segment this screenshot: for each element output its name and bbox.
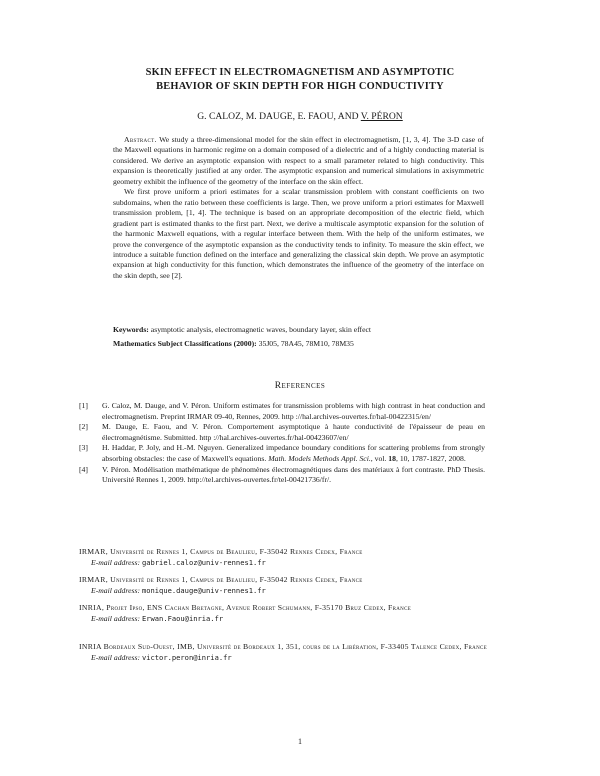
author-address [79,575,519,596]
keywords [113,325,493,335]
address-email-line: E-mail address: monique.dauge@univ-rennes1.fr [91,585,266,595]
email-label: E-mail address [91,652,138,662]
reference-item [79,422,485,443]
abstract-paragraph-2: We first prove uniform a priori estimates for a scalar transmission problem with constant coefficients on two subdomains, when the ratio between these coefficients is large. Then, we prove uniform a priori estimates for Maxwell transmission problem, [1, 4]. The technique is based on an appropriate decomposition of the electric field, which gradient part is estimated thanks to the first part. Next, we derive a multiscale asymptotic expansion for the solution of the harmonic Maxwell equations, with a regular interface between them. With the help of the uniform estimates, we prove the convergence of the asymptotic expansion as the conductivity tends to infinity. To measure the skin effect, we introduce a suitable function defined on the interface and generalizing the classical skin depth. We prove an asymptotic expansion at high conductivity for this function, which demonstrates the influence of the geometry of the interface on the skin depth, see [2]. [113,187,484,280]
reference-number: [4] [79,464,88,474]
address-email-line: E-mail address: victor.peron@inria.fr [91,652,232,662]
reference-journal: Math. Models Methods Appl. Sci. [268,453,371,463]
author-address [79,642,519,663]
author-address [79,547,519,568]
authors-main: G. CALOZ, M. DAUGE, E. FAOU, AND [197,111,361,122]
email-address[interactable]: Erwan.Faou@inria.fr [141,613,224,623]
reference-text: M. Dauge, E. Faou, and V. Péron. Comportement asymptotique à haute conductivité de l'épaisseur de peau en électromagnétisme. Submitted. http ://hal.archives-ouvertes.fr/hal-00423607/en/ [102,422,485,442]
msc-text: 35J05, 78A45, 78M10, 78M35 [256,339,354,348]
reference-number: [3] [79,443,88,453]
title-line-1: SKIN EFFECT IN ELECTROMAGNETISM AND ASYMPTOTIC [145,67,455,78]
email-address[interactable]: gabriel.caloz@univ-rennes1.fr [141,557,266,567]
address-institution: IRMAR, Université de Rennes 1, Campus de Beaulieu, F-35042 Rennes Cedex, France [79,547,363,556]
address-email-line: E-mail address: gabriel.caloz@univ-rennes1.fr [91,557,266,567]
email-label: E-mail address [91,613,138,623]
author-underlined: V. PÉRON [360,111,403,122]
author-list [80,111,520,122]
reference-list [79,401,485,486]
reference-text-a: H. Haddar, P. Joly, and H.-M. Nguyen. Generalized impedance boundary conditions for scattering problems from strongly absorbing obstacles: the case of Maxwell's equations. [102,443,485,463]
email-label: E-mail address [91,557,138,567]
abstract [113,135,484,281]
address-institution: IRMAR, Université de Rennes 1, Campus de Beaulieu, F-35042 Rennes Cedex, France [79,575,363,584]
references-heading: References [274,381,326,391]
msc-label: Mathematics Subject Classifications (2000): [113,339,257,348]
keywords-label: Keywords: [113,325,149,334]
keywords-text: asymptotic analysis, electromagnetic waves, boundary layer, skin effect [148,325,372,334]
reference-item [79,401,485,422]
email-label: E-mail address [91,585,138,595]
reference-number: [2] [79,422,88,432]
reference-number: [1] [79,401,88,410]
reference-text-c: , 10, 1787-1827, 2008. [395,453,466,463]
abstract-paragraph-1 [113,135,484,187]
reference-text-b: , vol. [370,453,389,463]
email-address[interactable]: victor.peron@inria.fr [141,652,232,662]
address-institution: INRIA, Projet Ipso, ENS Cachan Bretagne, Avenue Robert Schumann, F-35170 Bruz Cedex, France [79,603,412,612]
author-address [79,603,519,624]
reference-item [79,465,485,486]
reference-text: G. Caloz, M. Dauge, and V. Péron. Uniform estimates for transmission problems with high contrast in heat conduction and electromagnetism. Preprint IRMAR 09-40, Rennes, 2009. http ://hal.archives-ouvertes.fr/hal-00422315/en/ [102,401,485,421]
email-address[interactable]: monique.dauge@univ-rennes1.fr [141,585,266,595]
reference-volume: 18 [388,453,396,463]
address-email-line: E-mail address: Erwan.Faou@inria.fr [91,613,224,623]
address-institution: INRIA Bordeaux Sud-Ouest, IMB, Université de Bordeaux 1, 351, cours de la Libération, F-33405 Talence Cedex, France [79,642,487,651]
msc-classification [113,339,493,349]
paper-title [80,66,520,94]
reference-text: V. Péron. Modélisation mathématique de phénomènes électromagnétiques dans des matériaux à fort contraste. PhD Thesis. Université Rennes 1, 2009. http://tel.archives-ouvertes.fr/tel-00421736/fr/. [102,464,485,485]
abstract-label: Abstract. [124,135,157,144]
page-number: 1 [298,737,302,746]
reference-item [79,443,485,464]
abstract-text-1: We study a three-dimensional model for the skin effect in electromagnetism, [1, 3, 4]. The 3-D case of the Maxwell equations in harmonic regime on a domain composed of a dielectric and of a highly conducting material is considered. We derive an asymptotic expansion with respect to a small parameter related to high conductivity. This expansion is theoretically justified at any order. The asymptotic expansion and numerical simulations in axisymmetric geometry exhibit the influence of the geometry of the interface on the skin effect. [113,135,484,186]
title-line-2: BEHAVIOR OF SKIN DEPTH FOR HIGH CONDUCTIVITY [156,81,444,92]
